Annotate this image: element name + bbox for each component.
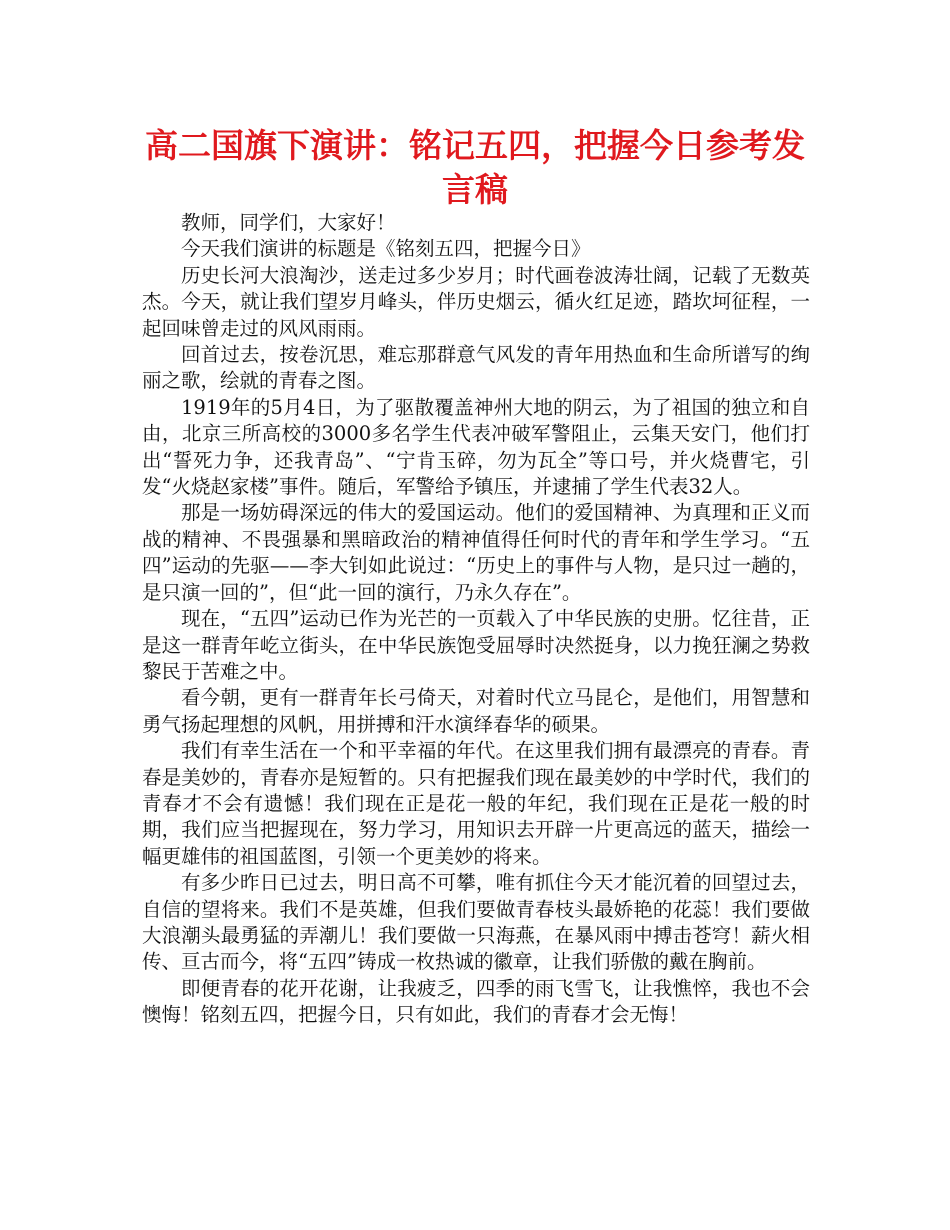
paragraph-history: 历史长河大浪淘沙，送走过多少岁月；时代画卷波涛壮阔，记载了无数英杰。今天，就让我们望岁月峰头，伴历史烟云，循火红足迹，踏坎坷征程，一起回味曾走过的风风雨雨。 xyxy=(142,263,810,340)
paragraph-seize-today: 有多少昨日已过去，明日高不可攀，唯有抓住今天才能沉着的回望过去，自信的望将来。我们不是英雄，但我们要做青春枝头最娇艳的花蕊！我们要做大浪潮头最勇猛的弄潮儿！我们要做一只海燕，在暴风雨中搏击苍穹！薪火相传、亘古而今，将“五四”铸成一枚热诚的徽章，让我们骄傲的戴在胸前。 xyxy=(142,871,810,974)
document-title: 高二国旗下演讲：铭记五四，把握今日参考发言稿 xyxy=(145,126,805,209)
paragraph-movement-significance: 那是一场妨碍深远的伟大的爱国运动。他们的爱国精神、为真理和正义而战的精神、不畏强暴和黑暗政治的精神值得任何时代的青年和学生学习。“五四”运动的先驱——李大钊如此说过：“历史上的事件与人物，是只过一趟的，是只演一回的”，但“此一回的演行，乃永久存在”。 xyxy=(142,501,810,604)
paragraph-reflection: 回首过去，按卷沉思，难忘那群意气风发的青年用热血和生命所谱写的绚丽之歌，绘就的青春之图。 xyxy=(142,343,810,393)
speech-body xyxy=(142,210,810,1029)
paragraph-cherish-youth: 我们有幸生活在一个和平幸福的年代。在这里我们拥有最漂亮的青春。青春是美妙的，青春亦是短暂的。只有把握我们现在最美妙的中学时代，我们的青春才不会有遗憾！我们现在正是花一般的年纪，我们现在正是花一般的时期，我们应当把握现在，努力学习，用知识去开辟一片更高远的蓝天，描绘一幅更雄伟的祖国蓝图，引领一个更美妙的将来。 xyxy=(142,739,810,868)
paragraph-greeting: 教师，同学们，大家好！ xyxy=(181,211,396,234)
paragraph-closing: 即便青春的花开花谢，让我疲乏，四季的雨飞雪飞，让我憔悴，我也不会懊悔！铭刻五四，把握今日，只有如此，我们的青春才会无悔！ xyxy=(142,976,810,1027)
paragraph-may-fourth-event: 1919年的5月4日，为了驱散覆盖神州大地的阴云，为了祖国的独立和自由，北京三所高校的3000多名学生代表冲破军警阻止，云集天安门，他们打出“誓死力争，还我青岛”、“宁肯玉碎，勿为瓦全”等口号，并火烧曹宅，引发“火烧赵家楼”事件。随后，军警给予镇压，并逮捕了学生代表32人。 xyxy=(142,395,810,499)
paragraph-historical-record: 现在，“五四”运动已作为光芒的一页载入了中华民族的史册。忆往昔，正是这一群青年屹立街头，在中华民族饱受屈辱时决然挺身，以力挽狂澜之势救黎民于苦难之中。 xyxy=(142,607,810,683)
paragraph-topic: 今天我们演讲的标题是《铭刻五四，把握今日》 xyxy=(181,237,591,261)
paragraph-today-youth: 看今朝，更有一群青年长弓倚天，对着时代立马昆仑，是他们，用智慧和勇气扬起理想的风帆，用拼搏和汗水演绎春华的硕果。 xyxy=(142,686,810,736)
